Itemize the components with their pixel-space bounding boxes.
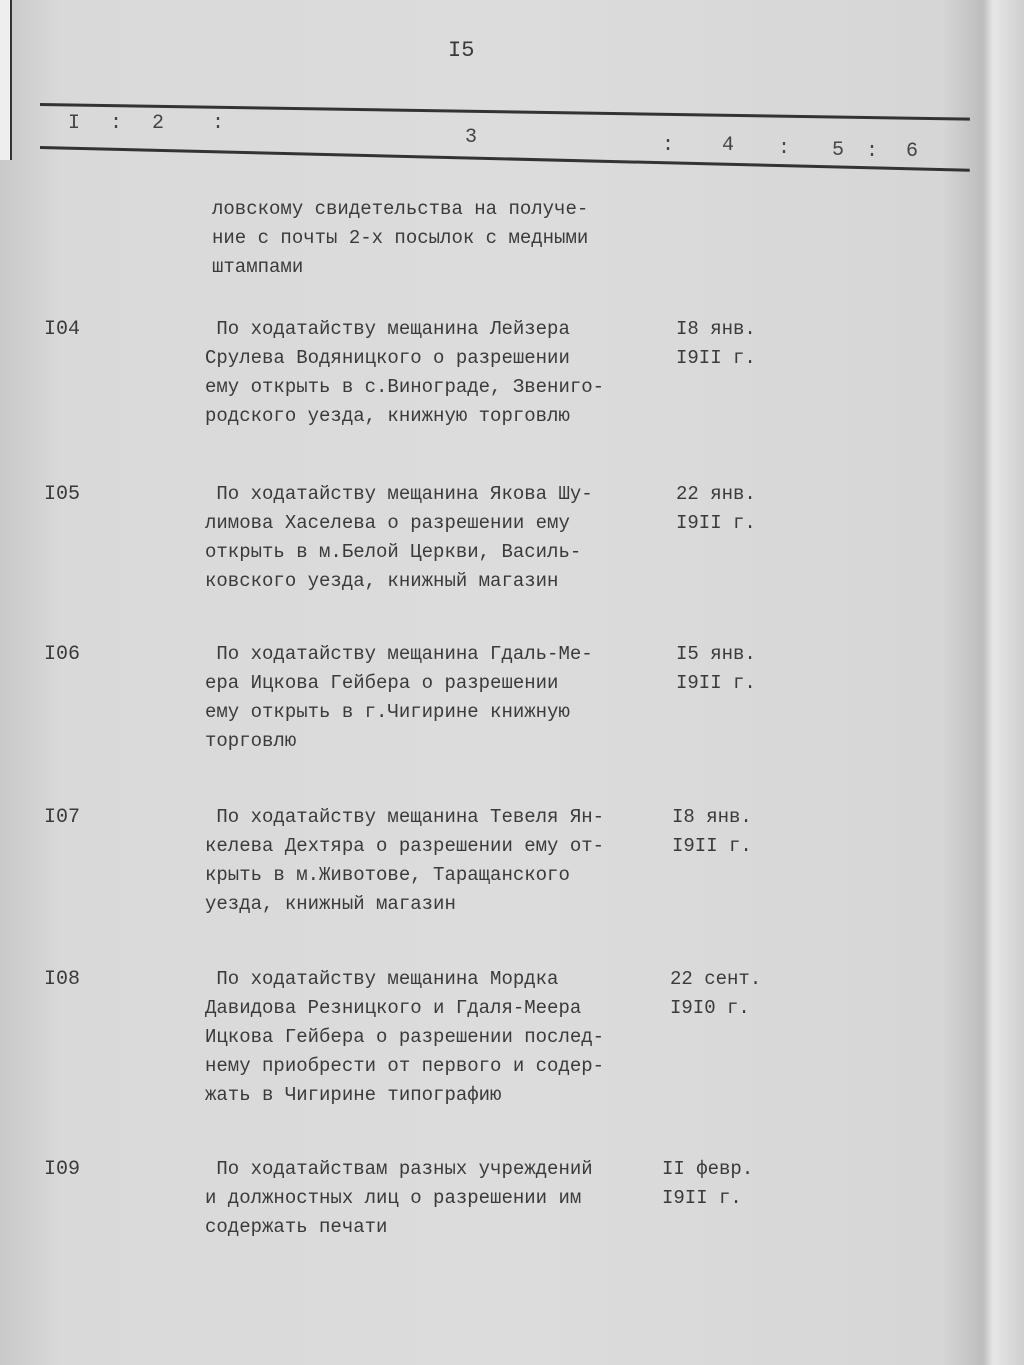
date-line: I9I0 г. (670, 997, 750, 1019)
text-line: крыть в м.Животове, Таращанского (205, 864, 570, 886)
header-top-rule (40, 103, 970, 121)
column-header-1: I (68, 112, 81, 135)
text-line: ера Ицкова Гейбера о разрешении (205, 672, 559, 694)
entry-number: I05 (44, 483, 81, 506)
entry-number: I04 (44, 318, 81, 341)
column-separator: : (662, 134, 675, 157)
column-separator: : (778, 137, 791, 160)
text-line: нему приобрести от первого и содер- (205, 1055, 605, 1077)
entry-number: I08 (44, 968, 81, 991)
column-separator: : (866, 140, 879, 163)
text-line: Срулева Водяницкого о разрешении (205, 347, 570, 369)
text-line: торговлю (205, 730, 297, 752)
text-line: открыть в м.Белой Церкви, Василь- (205, 541, 582, 563)
text-line: келева Дехтяра о разрешении ему от- (205, 835, 605, 857)
entry-number: I09 (44, 1158, 81, 1181)
text-line: По ходатайству мещанина Якова Шу- (205, 483, 593, 505)
text-line: содержать печати (205, 1216, 388, 1238)
text-line: ковского уезда, книжный магазин (205, 570, 559, 592)
text-line: По ходатайствам разных учреждений (205, 1158, 593, 1180)
date-line: I9II г. (662, 1187, 742, 1209)
page-number: I5 (448, 38, 475, 63)
entry-date (676, 315, 806, 373)
entry-text (205, 965, 650, 1110)
date-line: I5 янв. (676, 643, 756, 665)
text-line: ему открыть в г.Чигирине книжную (205, 701, 570, 723)
text-line: По ходатайству мещанина Лейзера (205, 318, 570, 340)
column-header-2: 2 (152, 112, 165, 135)
entry-date (662, 1155, 792, 1213)
entry-number: I06 (44, 643, 81, 666)
entry-text (205, 315, 650, 431)
text-line: Давидова Резницкого и Гдаля-Меера (205, 997, 582, 1019)
date-line: I8 янв. (676, 318, 756, 340)
column-header-5: 5 (832, 139, 845, 162)
text-line: лимова Хаселева о разрешении ему (205, 512, 570, 534)
entry-date (676, 480, 806, 538)
column-separator: : (110, 112, 123, 135)
date-line: I9II г. (676, 672, 756, 694)
date-line: II февр. (662, 1158, 754, 1180)
text-line: родского уезда, книжную торговлю (205, 405, 570, 427)
text-line: жать в Чигирине типографию (205, 1084, 502, 1106)
column-header-6: 6 (906, 140, 919, 163)
text-line: По ходатайству мещанина Тевеля Ян- (205, 806, 605, 828)
date-line: 22 янв. (676, 483, 756, 505)
entry-number: I07 (44, 806, 81, 829)
date-line: 22 сент. (670, 968, 762, 990)
header-bottom-rule (40, 146, 970, 172)
date-line: I9II г. (672, 835, 752, 857)
text-line: и должностных лиц о разрешении им (205, 1187, 582, 1209)
adjacent-page-edge (0, 0, 12, 160)
text-line: ловскому свидетельства на получе- (212, 198, 589, 220)
entry-date (676, 640, 806, 698)
text-line: По ходатайству мещанина Гдаль-Ме- (205, 643, 593, 665)
text-line: штампами (212, 256, 304, 278)
entry-date (670, 965, 800, 1023)
entry-text (205, 803, 650, 919)
column-header-4: 4 (722, 134, 735, 157)
entry-date (672, 803, 802, 861)
entry-text (205, 480, 650, 596)
text-line: Ицкова Гейбера о разрешении послед- (205, 1026, 605, 1048)
date-line: I9II г. (676, 347, 756, 369)
text-line: уезда, книжный магазин (205, 893, 456, 915)
entry-text (212, 195, 657, 282)
date-line: I9II г. (676, 512, 756, 534)
text-line: ему открыть в с.Винограде, Звениго- (205, 376, 605, 398)
text-line: По ходатайству мещанина Мордка (205, 968, 559, 990)
column-header-3: 3 (465, 126, 478, 149)
date-line: I8 янв. (672, 806, 752, 828)
entry-text (205, 640, 650, 756)
entry-text (205, 1155, 650, 1242)
column-separator: : (212, 112, 225, 135)
text-line: ние с почты 2-х посылок с медными (212, 227, 589, 249)
